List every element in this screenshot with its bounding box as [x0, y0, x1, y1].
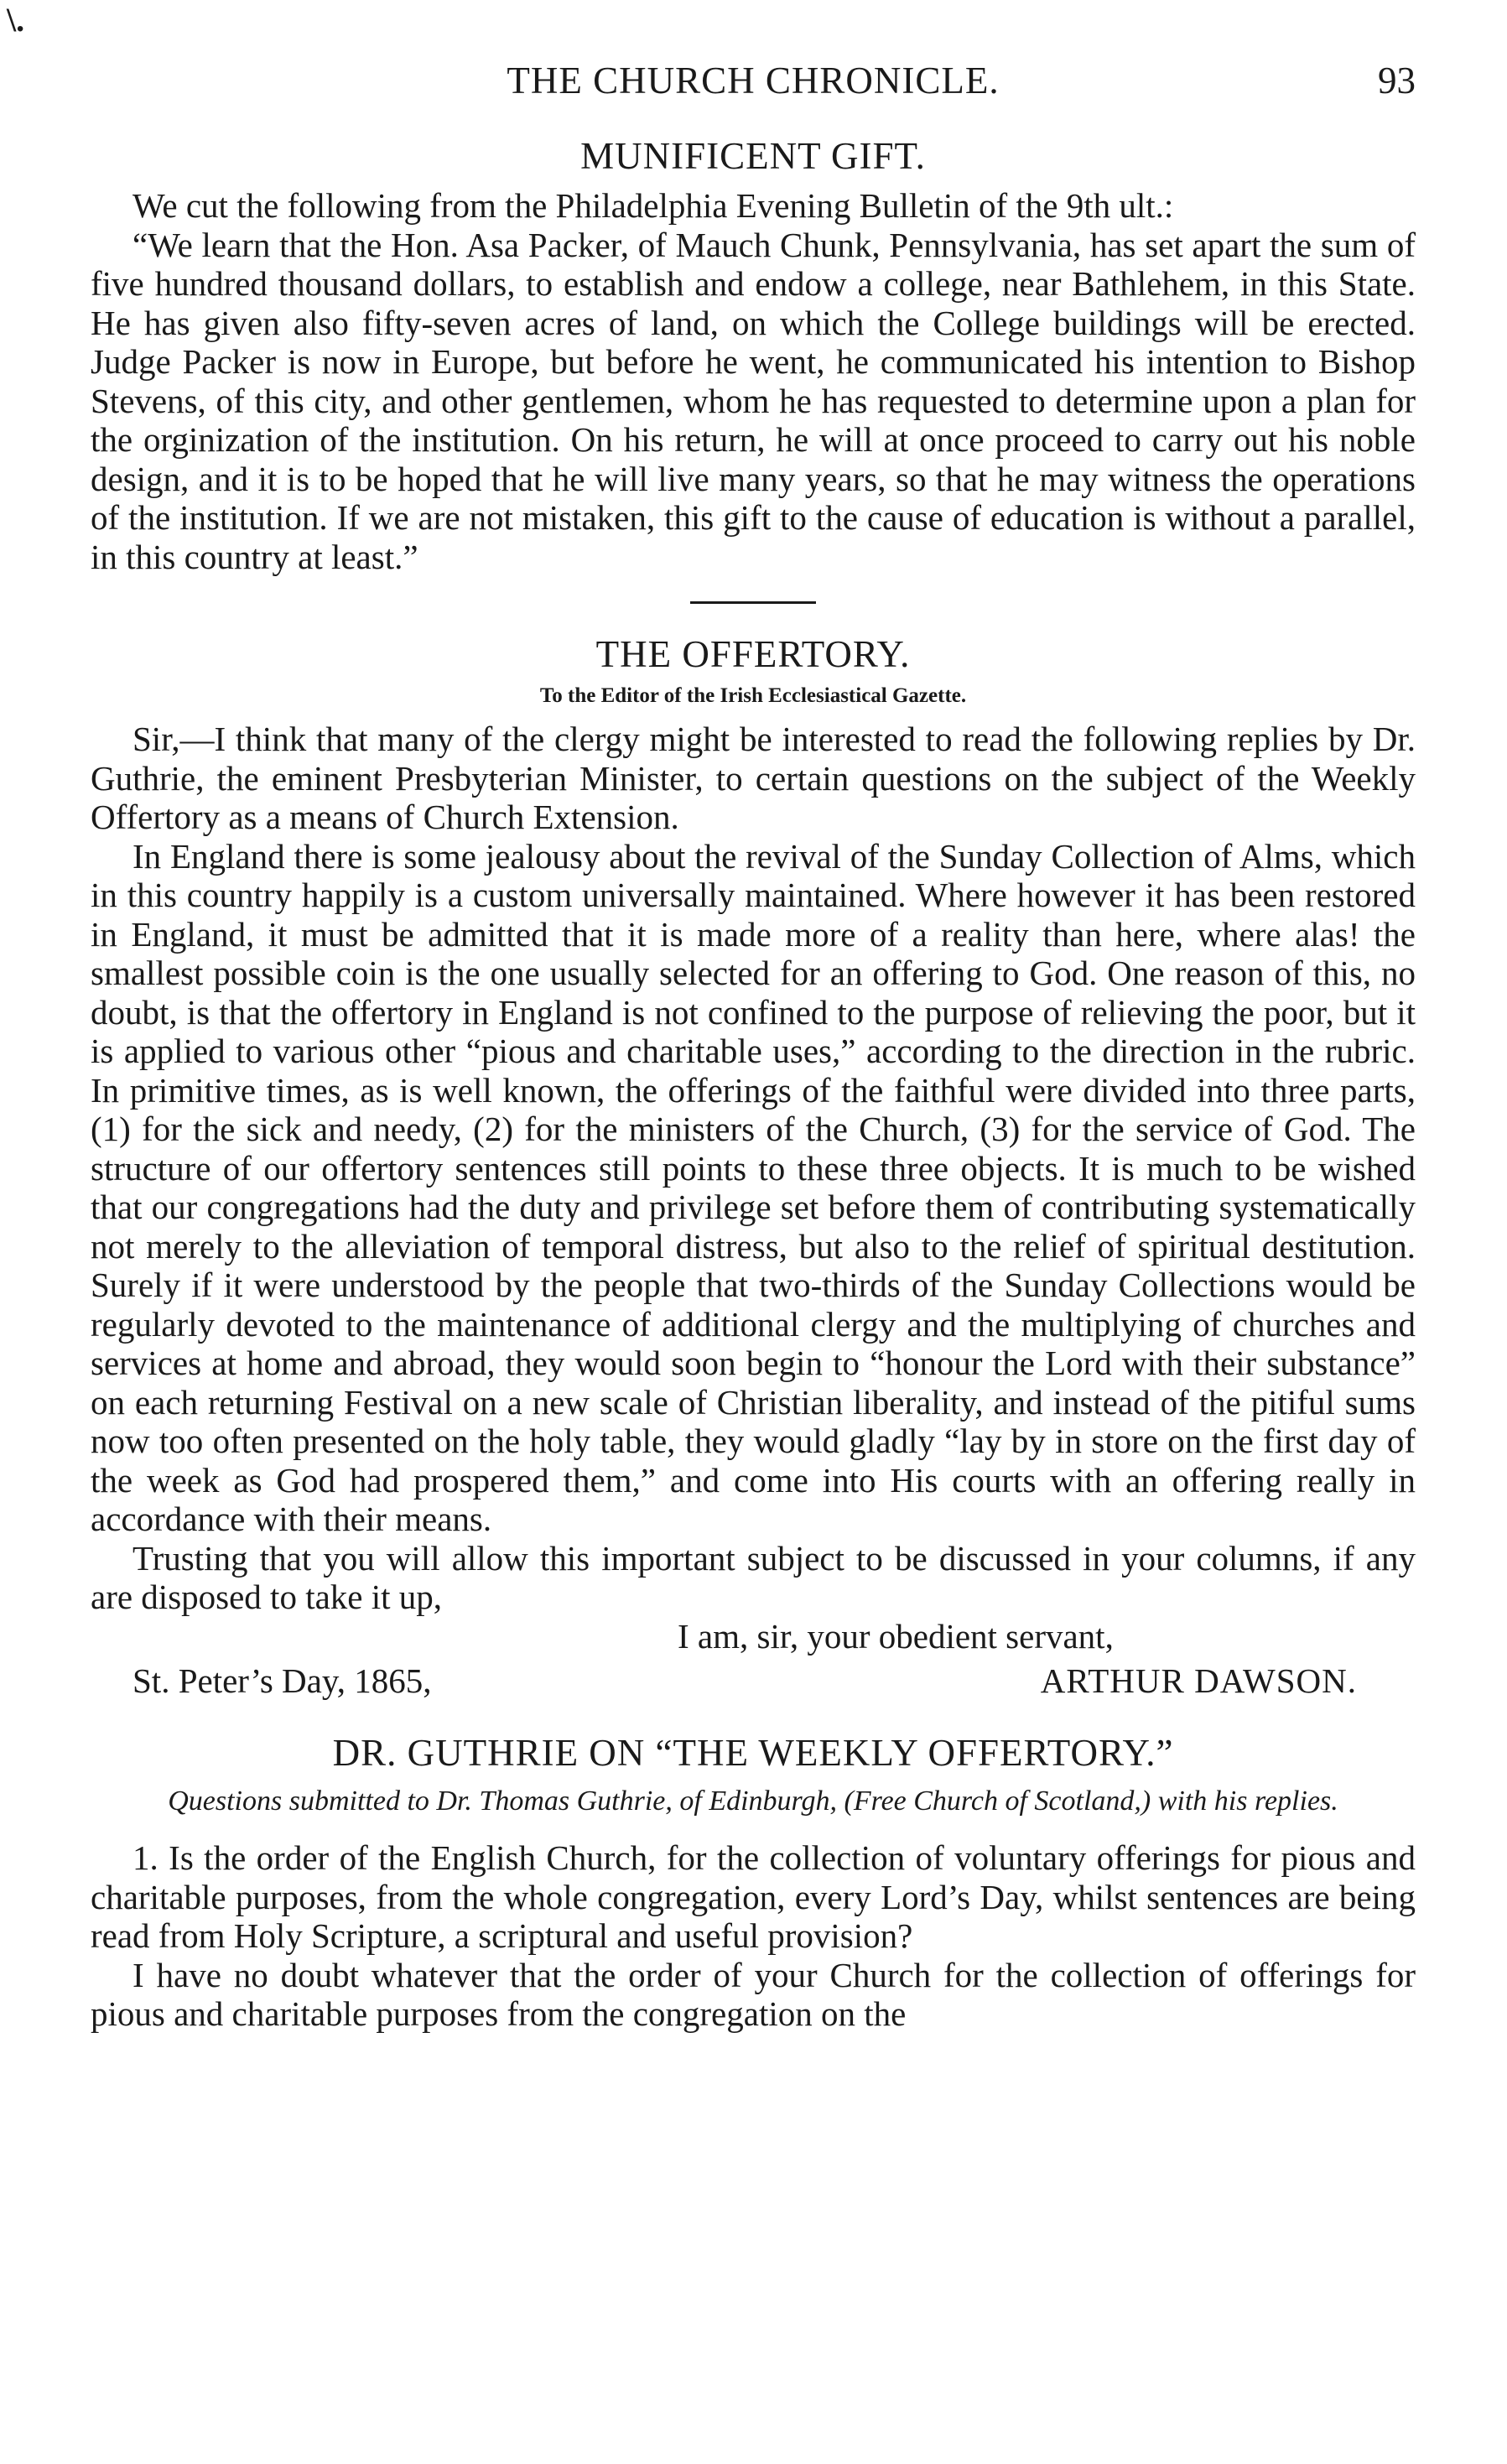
- paragraph: Sir,—I think that many of the clergy might be interested to read the following replies by Dr. Guthrie, the eminent Presbyterian Minister, to certain questions on the subject of the Weekly Offertory as a means of Church Extension.: [91, 720, 1416, 836]
- paragraph: Trusting that you will allow this important subject to be discussed in your columns, if any are disposed to take it up,: [91, 1538, 1416, 1616]
- letter-date: St. Peter’s Day, 1865,: [133, 1661, 432, 1700]
- article-title: MUNIFICENT GIFT.: [580, 135, 926, 177]
- letter-dateline: [91, 1661, 1416, 1702]
- page-content: [91, 59, 1416, 2034]
- question: 1. Is the order of the English Church, for the collection of voluntary offerings for pious and charitable purposes, from the whole congregation, every Lord’s Day, whilst sentences are being read from Holy Scripture, a scriptural and useful provision?: [91, 1838, 1416, 1955]
- page-header: [91, 59, 1416, 117]
- article-subheading: Questions submitted to Dr. Thomas Guthrie, of Edinburgh, (Free Church of Scotland,) with his replies.: [168, 1786, 1338, 1817]
- article-title: THE OFFERTORY.: [595, 633, 911, 675]
- section-divider: [690, 601, 816, 604]
- running-title: THE CHURCH CHRONICLE.: [507, 60, 1000, 101]
- article-offertory: [91, 632, 1416, 1702]
- article-munificent-gift: [91, 134, 1416, 576]
- letter-closing: I am, sir, your obedient servant,: [678, 1616, 1114, 1656]
- article-byline: To the Editor of the Irish Ecclesiastical Gazette.: [539, 684, 967, 707]
- article-quote: “We learn that the Hon. Asa Packer, of Mauch Chunk, Pennsylvania, has set apart the sum of five hundred thousand dollars, to establish and endow a college, near Bathlehem, in this State. He has given also fifty-seven acres of land, on which the College buildings will be erected. Judge Packer is now in Europe, but before he went, he communicated his intention to Bishop Stevens, of this city, and other gentlemen, whom he has requested to determine upon a plan for the orginization of the institution. On his return, he will at once proceed to carry out his noble design, and it is to be hoped that he will live many years, so that he may witness the operations of the institution. If we are not mistaken, this gift to the cause of education is without a parallel, in this country at least.”: [91, 225, 1416, 576]
- corner-mark: \.: [7, 1, 25, 39]
- page-number: 93: [1378, 60, 1416, 101]
- paragraph: In England there is some jealousy about the revival of the Sunday Collection of Alms, which in this country happily is a custom universally maintained. Where however it has been restored in England, it must be admitted that it is made more of a reality than here, where alas! the smallest possible coin is the one usually selected for an offering to God. One reason of this, no doubt, is that the offertory in England is not confined to the purpose of relieving the poor, but it is applied to various other “pious and charitable uses,” according to the direction in the rubric. In primitive times, as is well known, the offerings of the faithful were divided into three parts, (1) for the sick and needy, (2) for the ministers of the Church, (3) for the service of God. The structure of our offertory sentences still points to these three objects. It is much to be wished that our congregations had the duty and privilege set before them of contributing systematically not merely to the alleviation of temporal distress, but also to the relief of spiritual destitution. Surely if it were understood by the people that two-thirds of the Sunday Collections would be regularly devoted to the maintenance of additional clergy and the multiplying of churches and services at home and abroad, they would soon begin to “honour the Lord with their substance” on each returning Festival on a new scale of Christian liberality, and instead of the pitiful sums now too often presented on the holy table, they would gladly “lay by in store on the first day of the week as God had prospered them,” and come into His courts with an offering really in accordance with their means.: [91, 836, 1416, 1538]
- letter-signature: ARTHUR DAWSON.: [1040, 1661, 1357, 1700]
- article-guthrie: [91, 1731, 1416, 2034]
- article-title: DR. GUTHRIE ON “THE WEEKLY OFFERTORY.”: [332, 1732, 1174, 1774]
- article-intro: We cut the following from the Philadelphia Evening Bulletin of the 9th ult.:: [133, 186, 1174, 225]
- answer: I have no doubt whatever that the order of your Church for the collection of offerings for pious and charitable purposes from the congregation on the: [91, 1955, 1416, 2033]
